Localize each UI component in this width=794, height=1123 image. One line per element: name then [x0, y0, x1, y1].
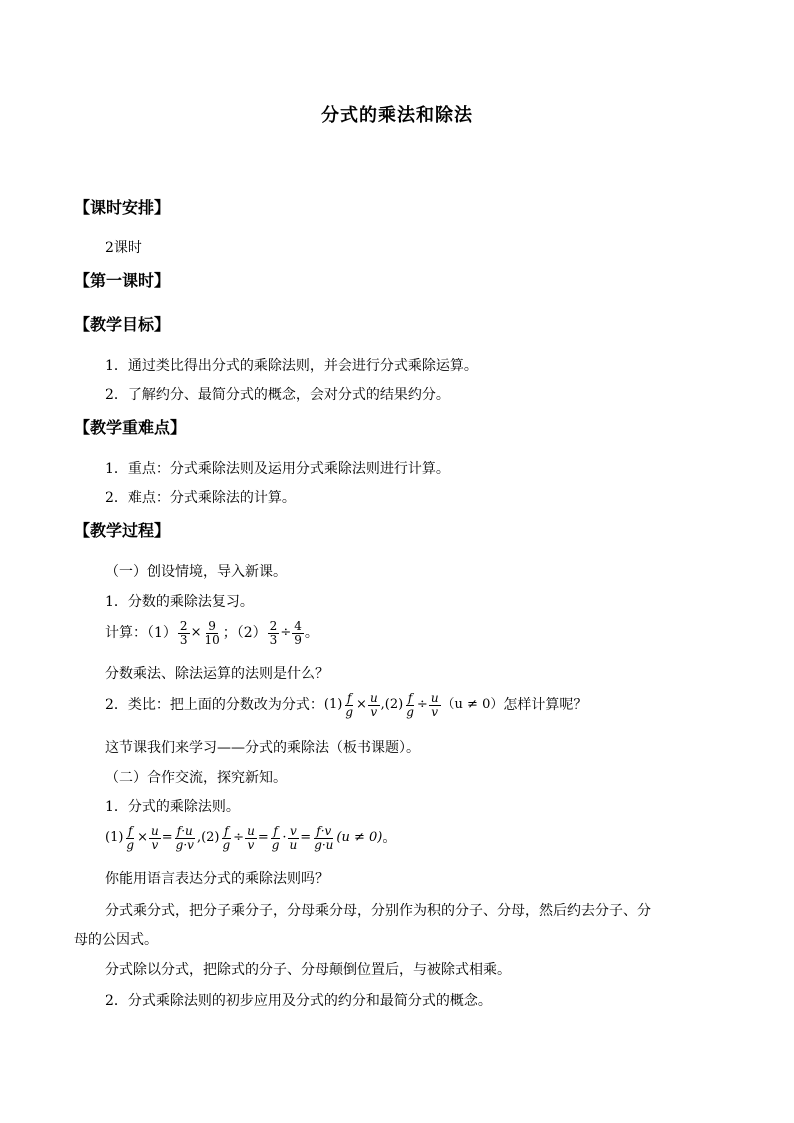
question-1: 分数乘法、除法运算的法则是什么？ [105, 666, 329, 682]
question-2: 你能用语言表达分式的乘除法则吗？ [105, 871, 329, 887]
application-line: 2．分式乘除法则的初步应用及分式的约分和最简分式的概念。 [105, 993, 492, 1009]
rule-formula [105, 820, 396, 856]
fraction-4-9: $\frac{4}{9}$ [294, 618, 302, 647]
step-1: （一）创设情境，导入新课。 [105, 564, 287, 580]
fraction-f-g: $\frac{f}{g}$ [406, 690, 414, 719]
step-2: （二）合作交流，探究新知。 [105, 770, 287, 786]
divide-sign: ÷ [233, 830, 245, 845]
fraction-f-g: $\frac{f}{g}$ [222, 823, 231, 852]
fraction-u-v: $\frac{u}{v}$ [430, 690, 439, 719]
dot-sign: · [282, 830, 287, 845]
key-1: 1．重点：分式乘除法则及运用分式乘除法则进行计算。 [105, 461, 450, 477]
goal-2: 2．了解约分、最简分式的概念，会对分式的结果约分。 [105, 387, 450, 403]
page-title: 分式的乘法和除法 [321, 105, 473, 126]
fraction-f-g: $\frac{f}{g}$ [271, 823, 280, 852]
analogy-suffix: 怎样计算呢？ [503, 697, 588, 713]
rule-title: 1．分式的乘除法则。 [105, 799, 240, 815]
fraction-2-3: $\frac{2}{3}$ [179, 618, 188, 647]
schedule-header: 【课时安排】 [74, 198, 171, 217]
keypoints-header: 【教学重难点】 [74, 418, 187, 437]
div-rule: 分式除以分式，把除式的分子、分母颠倒位置后，与被除式相乘。 [105, 962, 511, 978]
equals-sign: = [161, 830, 173, 845]
fraction-f-g: $\frac{f}{g}$ [345, 690, 354, 719]
times-sign: × [356, 697, 367, 712]
label-1: (1) [105, 830, 124, 845]
fraction-f-g: $\frac{f}{g}$ [126, 823, 135, 852]
analogy-prefix: 2．类比：把上面的分数改为分式： [105, 697, 324, 713]
lesson1-header: 【第一课时】 [74, 271, 171, 290]
mult-rule-line-1: 分式乘分式，把分子乘分子，分母乘分母，分别作为积的分子、分母，然后约去分子、分 [105, 903, 651, 919]
schedule-value: 2课时 [105, 240, 142, 256]
fraction-review: 1．分数的乘除法复习。 [105, 594, 254, 610]
fraction-u-v: $\frac{u}{v}$ [369, 690, 378, 719]
calc-mid: ；（2） [222, 625, 267, 641]
label-2: ,(2) [380, 697, 404, 712]
analogy-condition: （u ≠ 0） [441, 697, 504, 712]
analogy-line [105, 688, 587, 722]
fraction-v-u: $\frac{v}{u}$ [289, 823, 298, 852]
fraction-fv-gu: $\frac{f\cdot v}{g\cdot u}$ [314, 823, 334, 852]
divide-sign: ÷ [280, 625, 292, 640]
equals-sign: = [257, 830, 269, 845]
rule-condition: (u ≠ 0) [336, 830, 383, 845]
process-header: 【教学过程】 [74, 521, 171, 540]
goal-1: 1．通过类比得出分式的乘除法则，并会进行分式乘除运算。 [105, 358, 478, 374]
calc-prefix: 计算：（1） [105, 625, 177, 641]
fraction-2-3-b: $\frac{2}{3}$ [269, 618, 278, 647]
fraction-u-v: $\frac{u}{v}$ [151, 823, 159, 852]
key-2: 2．难点：分式乘除法的计算。 [105, 490, 296, 506]
label-1: (1) [323, 697, 343, 712]
fraction-9-10: $\frac{9}{10}$ [204, 618, 220, 647]
equals-sign: = [300, 830, 312, 845]
calc-line [105, 616, 319, 650]
goals-header: 【教学目标】 [74, 315, 171, 334]
rule-end: 。 [382, 830, 397, 846]
mult-rule-line-2: 母的公因式。 [74, 932, 158, 948]
fraction-u-v: $\frac{u}{v}$ [247, 823, 255, 852]
times-sign: × [190, 625, 202, 640]
fraction-fu-gv: $\frac{f\cdot u}{g\cdot v}$ [175, 823, 194, 852]
divide-sign: ÷ [416, 697, 428, 712]
label-2: ,(2) [196, 830, 220, 845]
calc-end: 。 [304, 625, 319, 641]
times-sign: × [137, 830, 149, 845]
intro-line: 这节课我们来学习——分式的乘除法（板书课题）。 [105, 740, 420, 756]
